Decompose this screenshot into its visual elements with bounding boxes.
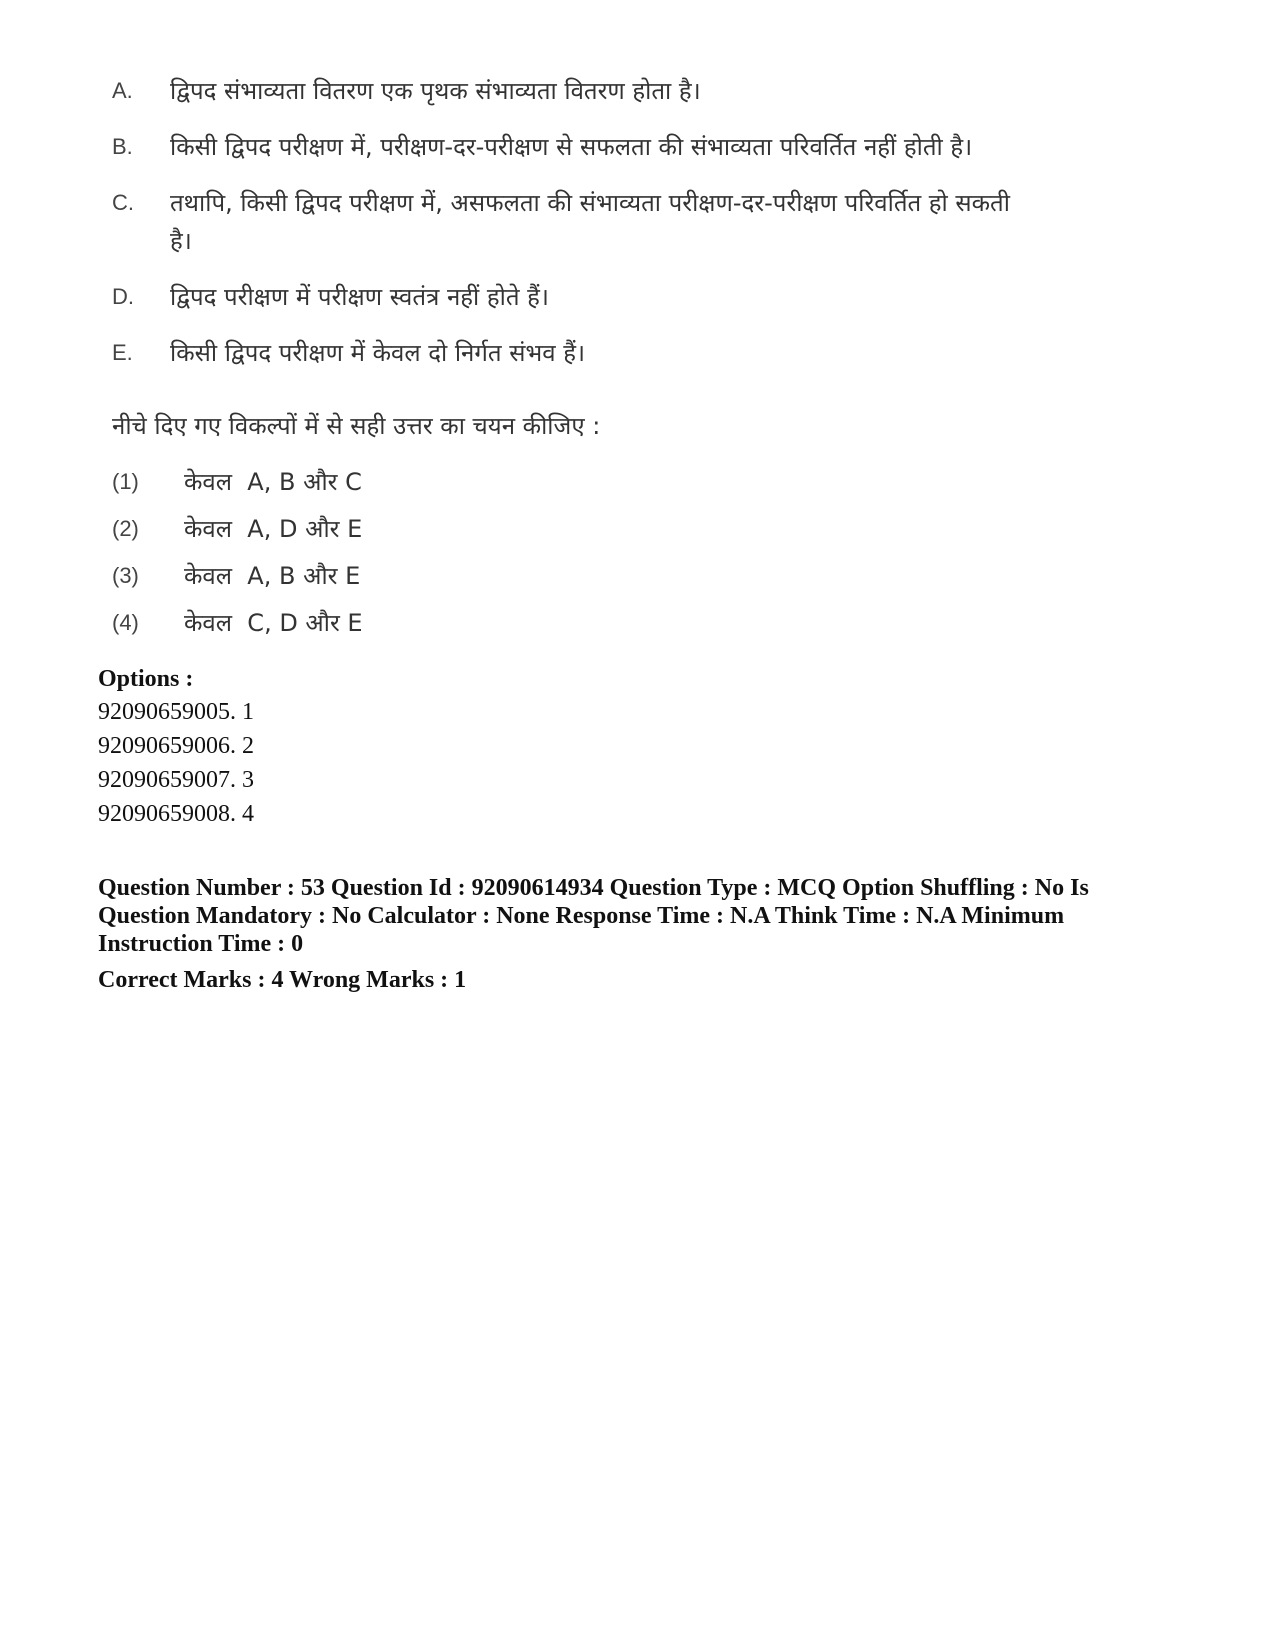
choice-number: (4): [112, 610, 139, 635]
choice-text: केवल A, B और C: [184, 468, 362, 496]
statement-d: [112, 278, 1092, 316]
statement-e: [112, 334, 1092, 372]
statement-label: D.: [112, 284, 134, 309]
choice-number: (2): [112, 516, 139, 541]
option-id-3: 92090659007. 3: [98, 767, 254, 793]
option-id-2: 92090659006. 2: [98, 733, 254, 759]
instruction-text: नीचे दिए गए विकल्पों में से सही उत्तर का चयन कीजिए :: [112, 412, 601, 440]
statement-label: E.: [112, 340, 133, 365]
choice-text: केवल A, B और E: [184, 562, 361, 590]
statement-text: किसी द्विपद परीक्षण में, परीक्षण-दर-परीक्षण से सफलता की संभाव्यता परिवर्तित नहीं होती है।: [170, 133, 973, 161]
choice-number: (3): [112, 563, 139, 588]
statement-text: तथापि, किसी द्विपद परीक्षण में, असफलता की संभाव्यता परीक्षण-दर-परीक्षण परिवर्तित हो सकती है।: [170, 189, 1010, 255]
choice-2: [112, 511, 362, 547]
choice-4: [112, 605, 363, 641]
choice-text: केवल C, D और E: [184, 609, 363, 637]
option-id-4: 92090659008. 4: [98, 801, 254, 827]
question-marks: Correct Marks : 4 Wrong Marks : 1: [98, 967, 467, 993]
statement-text: द्विपद संभाव्यता वितरण एक पृथक संभाव्यता वितरण होता है।: [170, 77, 701, 105]
statement-b: [112, 128, 1092, 166]
question-meta: Question Number : 53 Question Id : 92090614934 Question Type : MCQ Option Shuffling : No Is Question Mandatory : No Calculator : None Response Time : N.A Think Time : N.A Minimum Instruction Time : 0: [98, 875, 1089, 957]
statement-text: द्विपद परीक्षण में परीक्षण स्वतंत्र नहीं होते हैं।: [170, 283, 549, 311]
statement-text: किसी द्विपद परीक्षण में केवल दो निर्गत संभव हैं।: [170, 339, 586, 367]
options-heading: Options :: [98, 666, 194, 692]
choice-1: [112, 464, 362, 500]
choice-3: [112, 558, 360, 594]
statement-c: [112, 184, 1012, 260]
statement-a: [112, 72, 1092, 110]
statement-label: B.: [112, 134, 133, 159]
choice-number: (1): [112, 469, 139, 494]
option-id-1: 92090659005. 1: [98, 699, 254, 725]
statement-label: A.: [112, 78, 133, 103]
statement-label: C.: [112, 190, 134, 215]
choice-text: केवल A, D और E: [184, 515, 363, 543]
